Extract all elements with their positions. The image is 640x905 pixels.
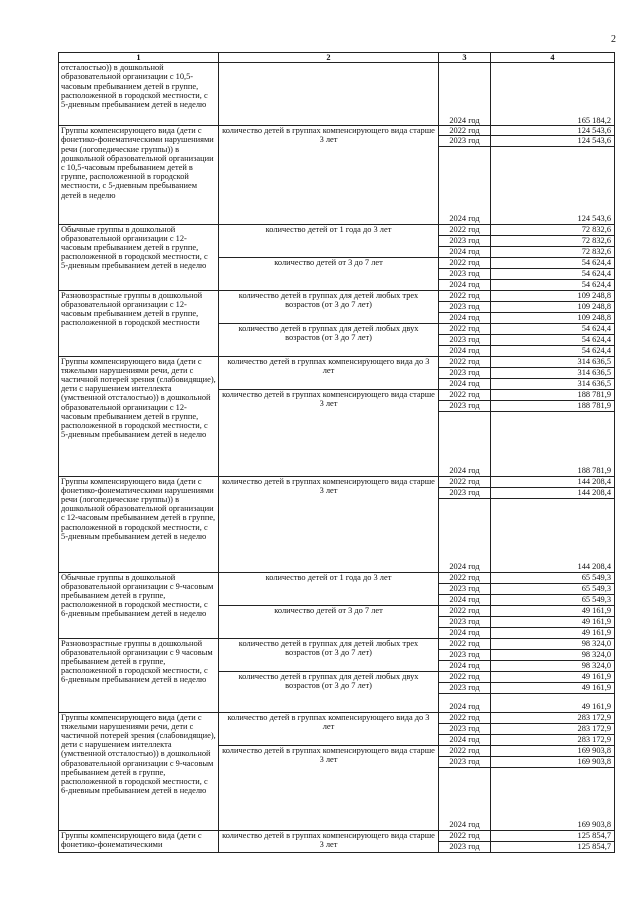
group-type-cell: Разновозрастные группы в дошкольной образовательной организации с 9 часовым пребыванием детей в группе, расположенной в городской местности, с 6-дневным пребыванием детей в неделю xyxy=(59,638,219,712)
year-cell: 2022 год xyxy=(439,671,491,682)
group-type-cell: Группы компенсирующего вида (дети с тяжелыми нарушениями речи, дети с частичной потерей зрения (слабовидящие), дети с нарушением интеллекта (умственной отсталостью)) в дошкольной образовательной организации с 12-часовым пребыванием детей в группе, расположенной в городской местности, с 5-дневным пребыванием детей в неделю xyxy=(59,356,219,476)
group-type-cell: отсталостью)) в дошкольной образовательной организации с 10,5-часовым пребыванием детей в группе, расположенной в городской местности, с 5-дневным пребыванием детей в неделю xyxy=(59,63,219,126)
category-cell: количество детей от 1 года до 3 лет xyxy=(219,224,439,257)
year-cell: 2022 год xyxy=(439,572,491,583)
amount-cell: 124 543,6 xyxy=(491,126,615,136)
category-cell: количество детей в группах компенсирующего вида старше 3 лет xyxy=(219,830,439,852)
year-cell: 2023 год xyxy=(439,301,491,312)
category-cell: количество детей в группах компенсирующего вида до 3 лет xyxy=(219,712,439,745)
amount-cell: 72 832,6 xyxy=(491,235,615,246)
year-cell: 2022 год xyxy=(439,712,491,723)
amount-cell: 144 208,4 xyxy=(491,476,615,487)
amount-cell: 169 903,8 xyxy=(491,745,615,756)
year-cell: 2024 год xyxy=(439,279,491,290)
year-cell: 2023 год xyxy=(439,583,491,594)
amount-cell: 314 636,5 xyxy=(491,356,615,367)
table-row xyxy=(59,712,615,723)
amount-cell: 65 549,3 xyxy=(491,594,615,605)
category-cell: количество детей в группах для детей любых двух возрастов (от 3 до 7 лет) xyxy=(219,323,439,356)
year-cell: 2024 год xyxy=(439,146,491,224)
amount-cell: 283 172,9 xyxy=(491,712,615,723)
amount-cell: 49 161,9 xyxy=(491,605,615,616)
amount-cell: 54 624,4 xyxy=(491,334,615,345)
table-row xyxy=(59,572,615,583)
table-row xyxy=(59,638,615,649)
amount-cell: 98 324,0 xyxy=(491,649,615,660)
year-cell: 2024 год xyxy=(439,693,491,712)
amount-cell: 72 832,6 xyxy=(491,224,615,235)
amount-cell: 109 248,8 xyxy=(491,301,615,312)
year-cell: 2022 год xyxy=(439,323,491,334)
year-cell: 2023 год xyxy=(439,756,491,767)
year-cell: 2023 год xyxy=(439,136,491,146)
year-cell: 2022 год xyxy=(439,126,491,136)
category-cell: количество детей в группах для детей любых трех возрастов (от 3 до 7 лет) xyxy=(219,638,439,671)
amount-cell: 49 161,9 xyxy=(491,693,615,712)
header-col-3: 3 xyxy=(439,53,491,63)
amount-cell: 188 781,9 xyxy=(491,411,615,476)
category-cell: количество детей от 3 до 7 лет xyxy=(219,257,439,290)
table-row xyxy=(59,476,615,487)
table-row xyxy=(59,126,615,136)
year-cell: 2023 год xyxy=(439,334,491,345)
category-cell: количество детей в группах компенсирующего вида старше 3 лет xyxy=(219,745,439,830)
table-row xyxy=(59,63,615,126)
year-cell: 2022 год xyxy=(439,745,491,756)
year-cell: 2022 год xyxy=(439,605,491,616)
amount-cell: 49 161,9 xyxy=(491,627,615,638)
table-header-row xyxy=(59,53,615,63)
category-cell: количество детей в группах компенсирующего вида старше 3 лет xyxy=(219,476,439,572)
amount-cell: 283 172,9 xyxy=(491,723,615,734)
category-cell: количество детей в группах для детей любых трех возрастов (от 3 до 7 лет) xyxy=(219,290,439,323)
amount-cell: 54 624,4 xyxy=(491,279,615,290)
group-type-cell: Группы компенсирующего вида (дети с тяжелыми нарушениями речи, дети с частичной потерей зрения (слабовидящие), дети с нарушением интеллекта (умственной отсталостью)) в дошкольной образовательной организации с 9-часовым пребыванием детей в группе, расположенной в городской местности, с 6-дневным пребыванием детей в неделю xyxy=(59,712,219,830)
category-cell: количество детей в группах компенсирующего вида до 3 лет xyxy=(219,356,439,389)
header-col-4: 4 xyxy=(491,53,615,63)
amount-cell: 125 854,7 xyxy=(491,841,615,852)
year-cell: 2024 год xyxy=(439,63,491,126)
year-cell: 2022 год xyxy=(439,638,491,649)
year-cell: 2022 год xyxy=(439,356,491,367)
year-cell: 2023 год xyxy=(439,487,491,498)
amount-cell: 188 781,9 xyxy=(491,400,615,411)
amount-cell: 144 208,4 xyxy=(491,487,615,498)
table-row xyxy=(59,224,615,235)
amount-cell: 124 543,6 xyxy=(491,146,615,224)
year-cell: 2024 год xyxy=(439,246,491,257)
year-cell: 2022 год xyxy=(439,224,491,235)
amount-cell: 125 854,7 xyxy=(491,830,615,841)
year-cell: 2023 год xyxy=(439,682,491,693)
amount-cell: 54 624,4 xyxy=(491,268,615,279)
amount-cell: 49 161,9 xyxy=(491,616,615,627)
amount-cell: 314 636,5 xyxy=(491,367,615,378)
year-cell: 2023 год xyxy=(439,235,491,246)
year-cell: 2024 год xyxy=(439,411,491,476)
year-cell: 2024 год xyxy=(439,660,491,671)
year-cell: 2023 год xyxy=(439,268,491,279)
amount-cell: 109 248,8 xyxy=(491,290,615,301)
amount-cell: 65 549,3 xyxy=(491,572,615,583)
amount-cell: 49 161,9 xyxy=(491,682,615,693)
amount-cell: 54 624,4 xyxy=(491,257,615,268)
group-type-cell: Обычные группы в дошкольной образовательной организации с 9-часовым пребыванием детей в группе, расположенной в городской местности, с 6-дневным пребыванием детей в неделю xyxy=(59,572,219,638)
category-cell: количество детей от 1 года до 3 лет xyxy=(219,572,439,605)
year-cell: 2024 год xyxy=(439,345,491,356)
amount-cell: 124 543,6 xyxy=(491,136,615,146)
year-cell: 2024 год xyxy=(439,378,491,389)
year-cell: 2023 год xyxy=(439,400,491,411)
amount-cell: 54 624,4 xyxy=(491,345,615,356)
table-row xyxy=(59,830,615,841)
year-cell: 2024 год xyxy=(439,594,491,605)
amount-cell: 65 549,3 xyxy=(491,583,615,594)
amount-cell: 314 636,5 xyxy=(491,378,615,389)
table-body xyxy=(59,53,615,853)
year-cell: 2023 год xyxy=(439,649,491,660)
group-type-cell: Обычные группы в дошкольной образовательной организации с 12-часовым пребыванием детей в группе, расположенной в городской местности, с 5-дневным пребыванием детей в неделю xyxy=(59,224,219,290)
tariff-table xyxy=(58,52,615,853)
category-cell: количество детей в группах для детей любых двух возрастов (от 3 до 7 лет) xyxy=(219,671,439,712)
amount-cell: 72 832,6 xyxy=(491,246,615,257)
year-cell: 2023 год xyxy=(439,723,491,734)
amount-cell: 144 208,4 xyxy=(491,498,615,572)
year-cell: 2022 год xyxy=(439,476,491,487)
group-type-cell: Группы компенсирующего вида (дети с фонетико-фонематическими нарушениями речи (логопедические группы)) в дошкольной образовательной организации с 12-часовым пребыванием детей в группе, расположенной в городской местности, с 5-дневным пребыванием детей в неделю xyxy=(59,476,219,572)
amount-cell: 165 184,2 xyxy=(491,63,615,126)
header-col-2: 2 xyxy=(219,53,439,63)
amount-cell: 49 161,9 xyxy=(491,671,615,682)
year-cell: 2022 год xyxy=(439,389,491,400)
amount-cell: 98 324,0 xyxy=(491,660,615,671)
year-cell: 2023 год xyxy=(439,367,491,378)
amount-cell: 188 781,9 xyxy=(491,389,615,400)
header-col-1: 1 xyxy=(59,53,219,63)
year-cell: 2024 год xyxy=(439,627,491,638)
category-cell: количество детей от 3 до 7 лет xyxy=(219,605,439,638)
table-row xyxy=(59,356,615,367)
category-cell: количество детей в группах компенсирующего вида старше 3 лет xyxy=(219,126,439,224)
year-cell: 2024 год xyxy=(439,498,491,572)
category-cell: количество детей в группах компенсирующего вида старше 3 лет xyxy=(219,389,439,476)
amount-cell: 283 172,9 xyxy=(491,734,615,745)
year-cell: 2024 год xyxy=(439,312,491,323)
group-type-cell: Группы компенсирующего вида (дети с фонетико-фонематическими нарушениями речи (логопедические группы)) в дошкольной образовательной организации с 10,5-часовым пребыванием детей в группе, расположенной в городской местности, с 5-дневным пребыванием детей в неделю xyxy=(59,126,219,224)
amount-cell: 169 903,8 xyxy=(491,767,615,830)
amount-cell: 98 324,0 xyxy=(491,638,615,649)
year-cell: 2022 год xyxy=(439,830,491,841)
year-cell: 2023 год xyxy=(439,616,491,627)
year-cell: 2024 год xyxy=(439,767,491,830)
group-type-cell: Группы компенсирующего вида (дети с фонетико-фонематическими xyxy=(59,830,219,852)
year-cell: 2024 год xyxy=(439,734,491,745)
year-cell: 2022 год xyxy=(439,257,491,268)
amount-cell: 169 903,8 xyxy=(491,756,615,767)
year-cell: 2023 год xyxy=(439,841,491,852)
year-cell: 2022 год xyxy=(439,290,491,301)
table-row xyxy=(59,290,615,301)
group-type-cell: Разновозрастные группы в дошкольной образовательной организации с 12-часовым пребыванием детей в группе, расположенной в городской местности xyxy=(59,290,219,356)
page-number: 2 xyxy=(611,34,616,45)
category-cell xyxy=(219,63,439,126)
amount-cell: 109 248,8 xyxy=(491,312,615,323)
amount-cell: 54 624,4 xyxy=(491,323,615,334)
